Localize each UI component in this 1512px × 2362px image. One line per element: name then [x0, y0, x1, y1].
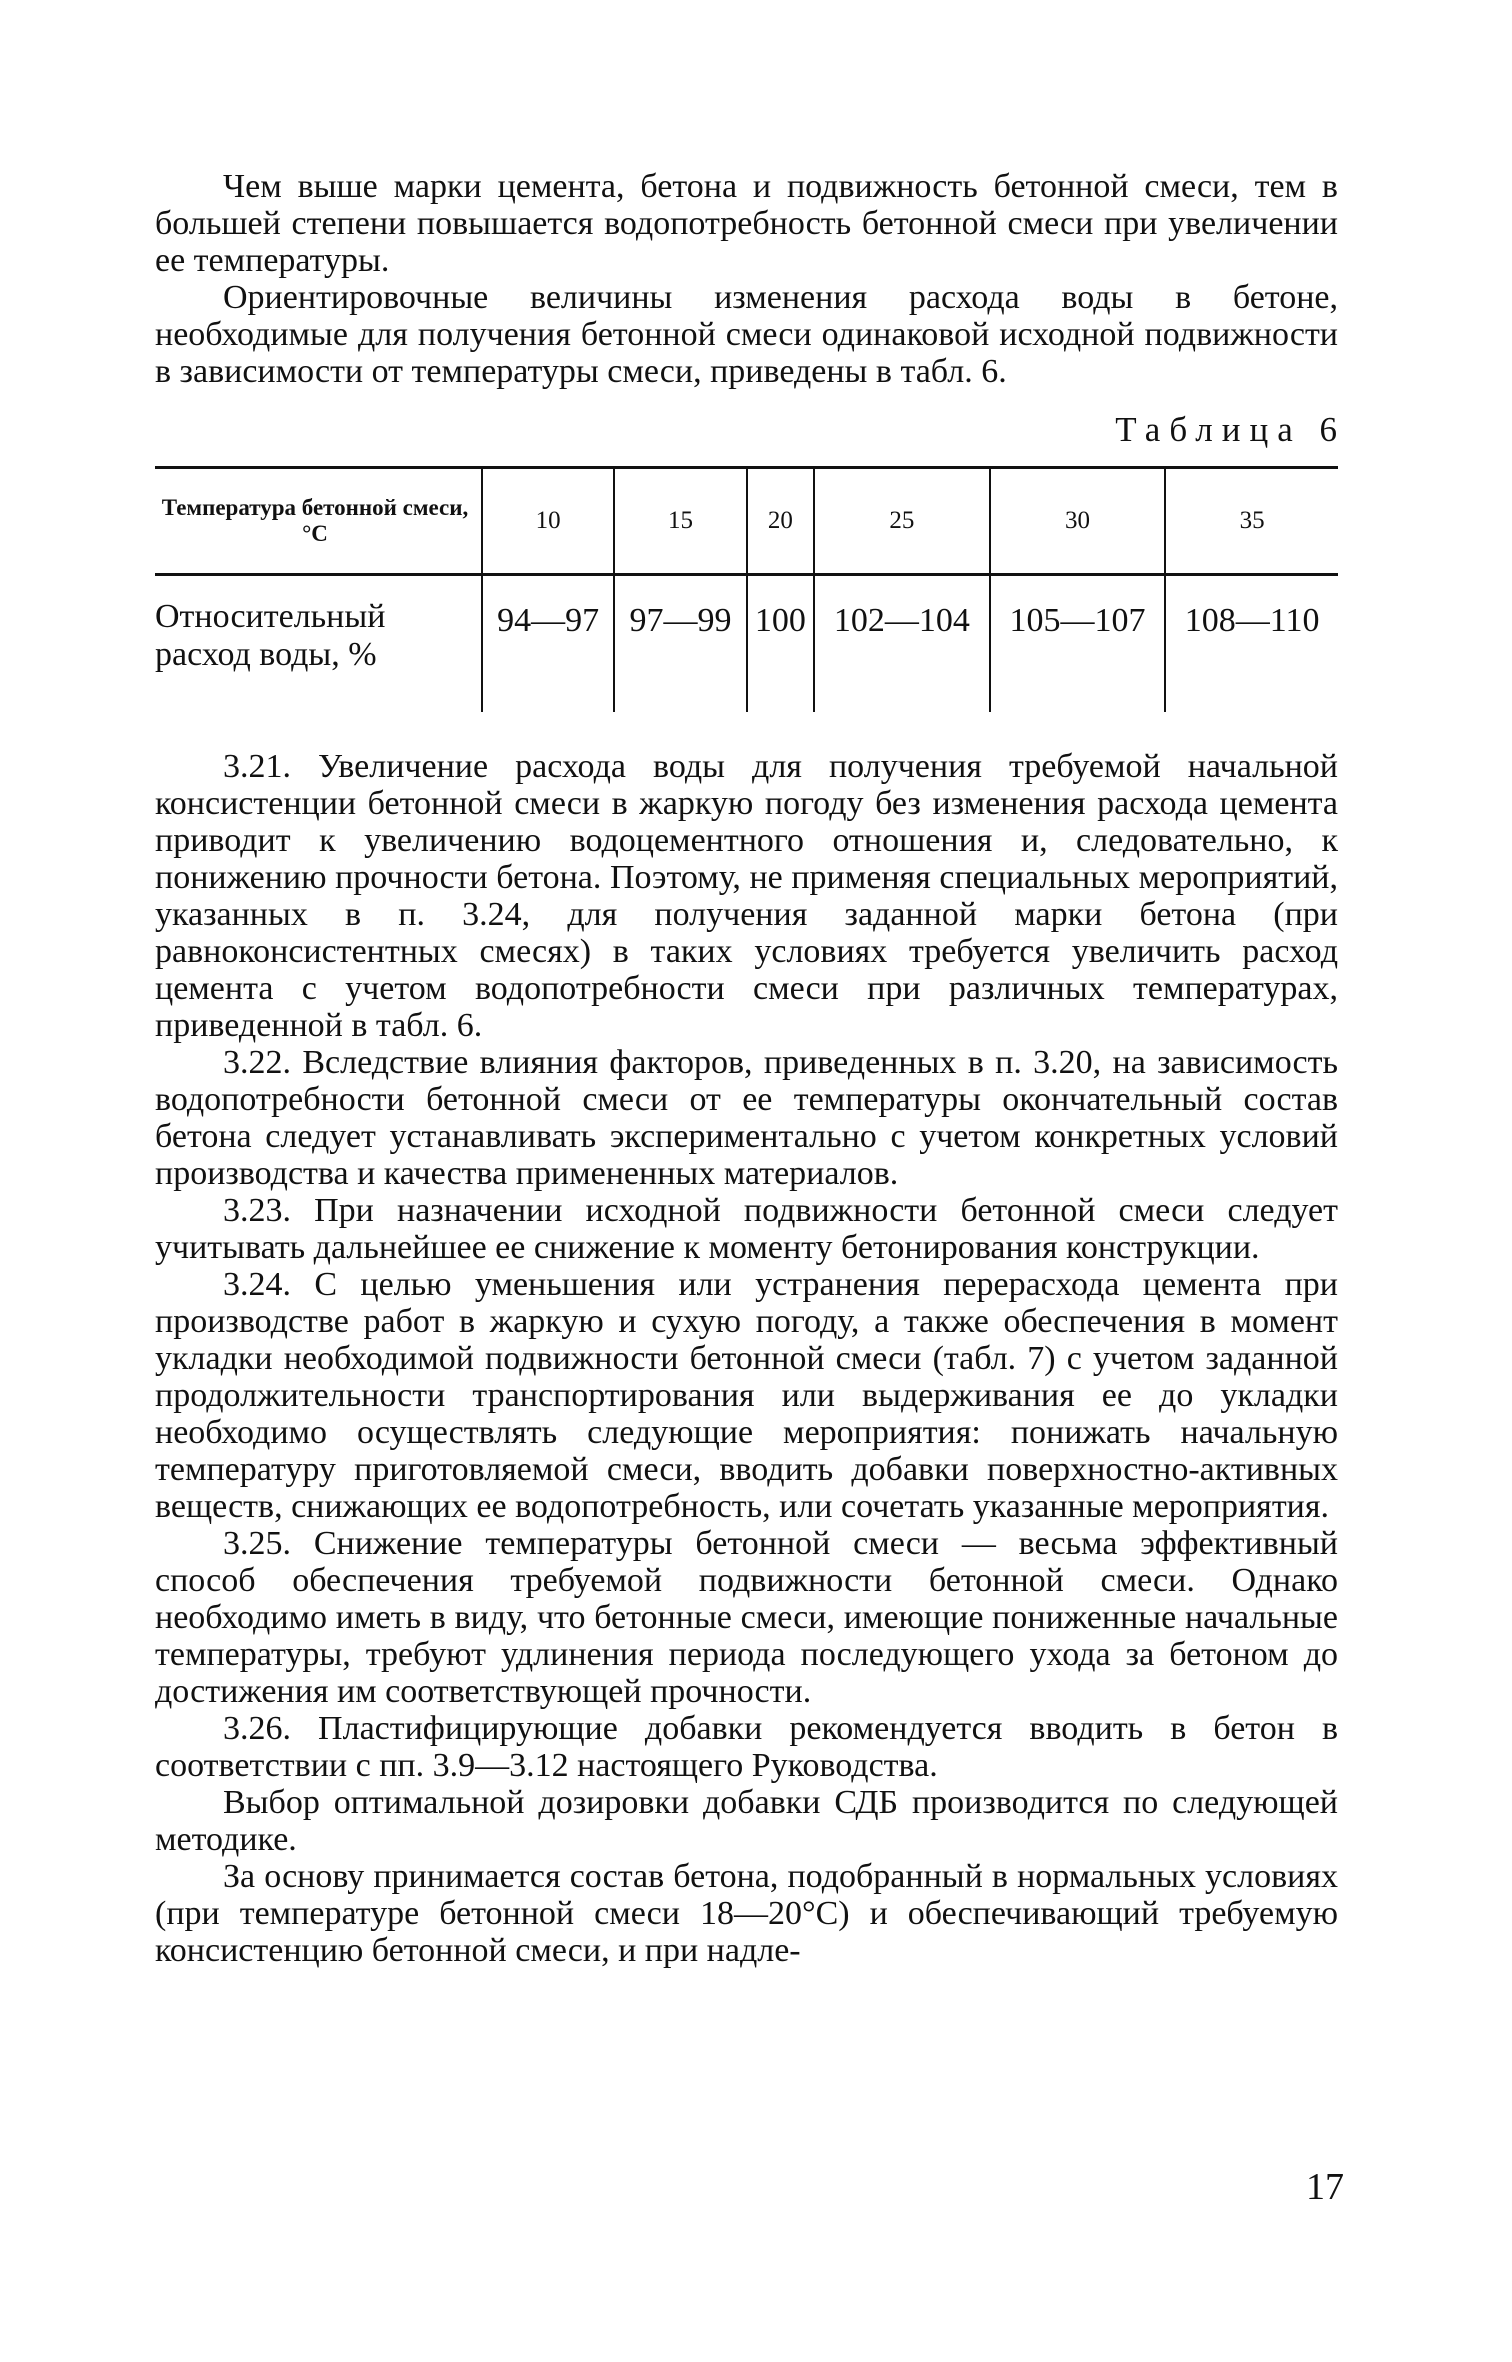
paragraph-3-25: 3.25. Снижение температуры бетонной смеси — весьма эффективный способ обеспечения требуемой подвижности бетонной смеси. Однако необходимо иметь в виду, что бетонные смеси, имеющие пониженные начальные температуры, требуют удлинения периода последующего ухода за бетоном до достижения им соответствующей прочности. [155, 1525, 1338, 1710]
table-caption: Таблица 6 [1115, 410, 1346, 449]
body-text [155, 748, 1338, 1969]
paragraph-3-26: 3.26. Пластифицирующие добавки рекомендуется вводить в бетон в соответствии с пп. 3.9—3.12 настоящего Руководства. [155, 1710, 1338, 1784]
value-25: 102—104 [814, 575, 990, 713]
value-20: 100 [747, 575, 814, 713]
value-15: 97—99 [614, 575, 746, 713]
paragraph-3-24: 3.24. С целью уменьшения или устранения перерасхода цемента при производстве работ в жаркую и сухую погоду, а также обеспечения в момент укладки необходимой подвижности бетонной смеси (табл. 7) с учетом заданной продолжительности транспортирования или выдерживания ее до укладки необходимо осуществлять следующие мероприятия: понижать начальную температуру приготовляемой смеси, вводить добавки поверхностно-активных веществ, снижающих ее водопотребность, или сочетать указанные мероприятия. [155, 1266, 1338, 1525]
row-label-water-consumption: Относительный расход воды, % [155, 598, 386, 673]
paragraph-1: Чем выше марки цемента, бетона и подвижность бетонной смеси, тем в большей степени повышается водопотребность бетонной смеси при увеличении ее температуры. [155, 168, 1338, 279]
table-header-row [155, 468, 1338, 575]
header-temp-25: 25 [814, 468, 990, 575]
paragraph-3-22: 3.22. Вследствие влияния факторов, приведенных в п. 3.20, на зависимость водопотребности бетонной смеси от ее температуры окончательный состав бетона следует устанавливать экспериментально с учетом конкретных условий производства и качества примененных материалов. [155, 1044, 1338, 1192]
page-number: 17 [1306, 2166, 1344, 2208]
value-30: 105—107 [990, 575, 1166, 713]
paragraph-2: Ориентировочные величины изменения расхода воды в бетоне, необходимые для получения бетонной смеси одинаковой исходной подвижности в зависимости от температуры смеси, приведены в табл. 6. [155, 279, 1338, 390]
paragraph-3-21: 3.21. Увеличение расхода воды для получения требуемой начальной консистенции бетонной смеси в жаркую погоду без изменения расхода цемента приводит к увеличению водоцементного отношения и, следовательно, к понижению прочности бетона. Поэтому, не применяя специальных мероприятий, указанных в п. 3.24, для получения заданной марки бетона (при равноконсистентных смесях) в таких условиях требуется увеличить расход цемента с учетом водопотребности смеси при различных температурах, приведенной в табл. 6. [155, 748, 1338, 1044]
paragraph-basis: За основу принимается состав бетона, подобранный в нормальных условиях (при температуре бетонной смеси 18—20°С) и обеспечивающий требуемую консистенцию бетонной смеси, и при надле- [155, 1858, 1338, 1969]
header-temp-30: 30 [990, 468, 1166, 575]
water-consumption-table [155, 466, 1338, 712]
header-temp-20: 20 [747, 468, 814, 575]
header-temp-15: 15 [614, 468, 746, 575]
paragraph-3-23: 3.23. При назначении исходной подвижности бетонной смеси следует учитывать дальнейшее ее снижение к моменту бетонирования конструкции. [155, 1192, 1338, 1266]
page-content [155, 168, 1346, 1969]
header-temperature-label: Температура бетонной смеси, °С [161, 495, 469, 546]
header-temp-10: 10 [482, 468, 614, 575]
header-temp-35: 35 [1165, 468, 1338, 575]
table-row [155, 575, 1338, 713]
value-35: 108—110 [1165, 575, 1338, 713]
value-10: 94—97 [482, 575, 614, 713]
paragraph-sdb-selection: Выбор оптимальной дозировки добавки СДБ производится по следующей методике. [155, 1784, 1338, 1858]
